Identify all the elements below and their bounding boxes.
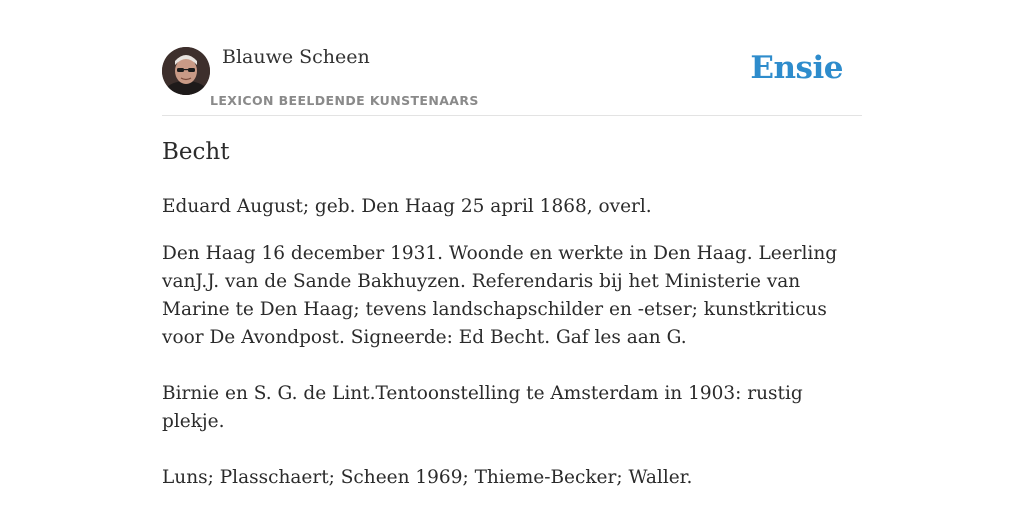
source-label[interactable]: LEXICON BEELDENDE KUNSTENAARS [210,93,479,108]
header-divider [162,115,862,116]
article-card [162,0,862,512]
author-avatar[interactable] [162,47,210,95]
avatar-photo-icon [162,47,210,95]
ensie-logo[interactable]: Ensie [750,50,843,86]
author-name[interactable]: Blauwe Scheen [222,46,370,68]
article-body [162,193,862,492]
paragraph-3: Birnie en S. G. de Lint.Tentoonstelling te Amsterdam in 1903: rustig plekje. [162,383,803,432]
paragraph-4: Luns; Plasschaert; Scheen 1969; Thieme-Becker; Waller. [162,467,693,488]
paragraph-1: Eduard August; geb. Den Haag 25 april 1868, overl. [162,196,652,217]
paragraph-2: Den Haag 16 december 1931. Woonde en werkte in Den Haag. Leerling vanJ.J. van de Sande Bakhuyzen. Referendaris bij het Ministerie van Marine te Den Haag; tevens landschapschilder en -etser; kunstkriticus voor De Avondpost. Signeerde: Ed Becht. Gaf les aan G. [162,243,838,348]
article-title: Becht [162,139,230,165]
